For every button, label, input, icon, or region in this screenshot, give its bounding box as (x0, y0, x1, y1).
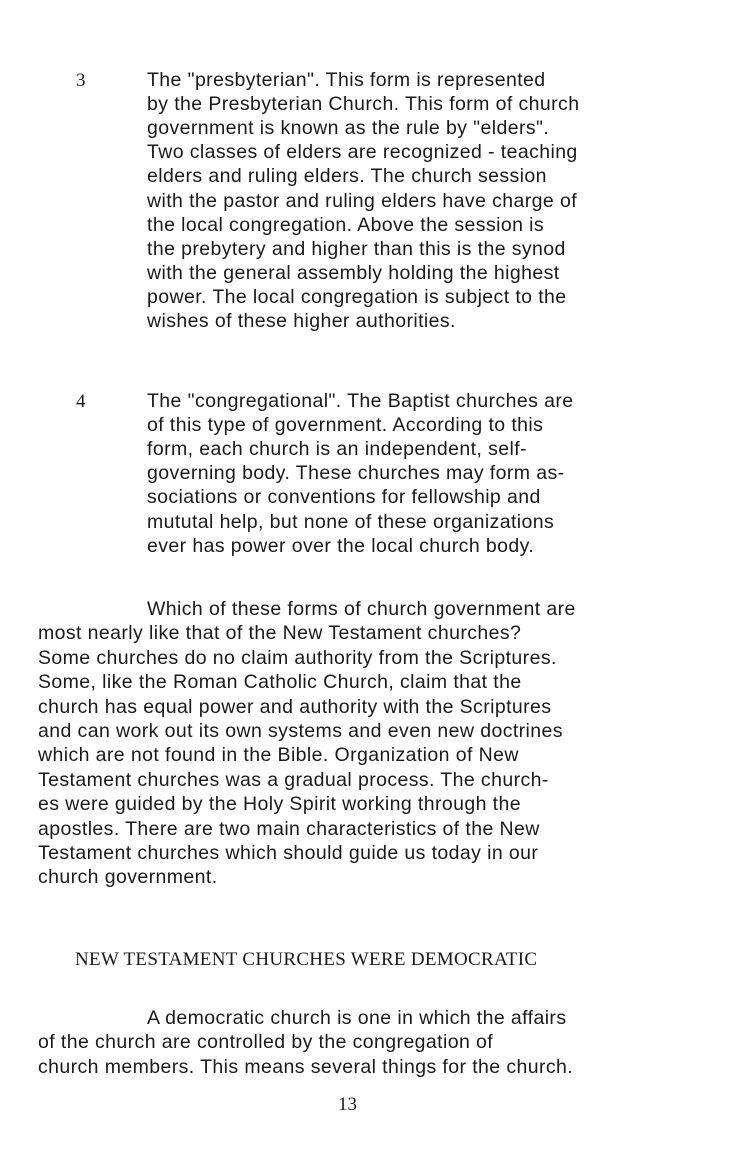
item-number: 3 (76, 70, 86, 91)
text-line: The "congregational". The Baptist churches are (147, 390, 574, 412)
text-line: of the church are controlled by the congregation of (38, 1031, 494, 1054)
text-line: with the general assembly holding the highest (147, 261, 560, 284)
text-line: church has equal power and authority with the Scriptures (38, 695, 552, 718)
text-line: sociations or conventions for fellowship and (147, 486, 541, 509)
text-line: Some churches do no claim authority from the Scriptures. (38, 646, 557, 669)
text-line: the prebytery and higher than this is the synod (147, 237, 566, 260)
text-line: church members. This means several things for the church. (38, 1055, 574, 1078)
text-line: the local congregation. Above the session is (147, 213, 545, 236)
text-line: The "presbyterian". This form is represented (147, 69, 546, 91)
text-line: government is known as the rule by "elders". (147, 117, 550, 140)
text-line: by the Presbyterian Church. This form of church (147, 93, 580, 116)
text-line: Testament churches which should guide us today in our (38, 842, 539, 864)
text-line: Some, like the Roman Catholic Church, claim that the (38, 671, 522, 694)
text-line: elders and ruling elders. The church session (147, 165, 547, 188)
text-line: form, each church is an independent, self- (147, 438, 527, 461)
text-line: most nearly like that of the New Testament churches? (38, 622, 522, 645)
section-heading: NEW TESTAMENT CHURCHES WERE DEMOCRATIC (75, 949, 538, 970)
text-line: church government. (38, 866, 218, 889)
item-number: 4 (76, 391, 86, 412)
page-number: 13 (338, 1094, 357, 1115)
text-line: apostles. There are two main characteristics of the New (38, 817, 540, 840)
text-line: mututal help, but none of these organizations (147, 510, 555, 533)
text-line: which are not found in the Bible. Organization of New (38, 744, 519, 767)
text-line: with the pastor and ruling elders have charge of (147, 189, 578, 212)
text-line: power. The local congregation is subject to the (147, 285, 567, 308)
text-line: governing body. These churches may form as- (147, 462, 565, 485)
text-line: es were guided by the Holy Spirit working through the (38, 793, 521, 816)
text-line: Which of these forms of church government are (147, 598, 576, 620)
text-line: and can work out its own systems and even new doctrines (38, 720, 563, 742)
text-line: Two classes of elders are recognized - teaching (147, 141, 578, 164)
text-line: wishes of these higher authorities. (147, 310, 456, 332)
text-line: A democratic church is one in which the affairs (147, 1007, 567, 1029)
text-line: of this type of government. According to this (147, 414, 544, 437)
text-line: Testament churches was a gradual process. The church- (38, 768, 549, 791)
text-line: ever has power over the local church body. (147, 534, 535, 557)
